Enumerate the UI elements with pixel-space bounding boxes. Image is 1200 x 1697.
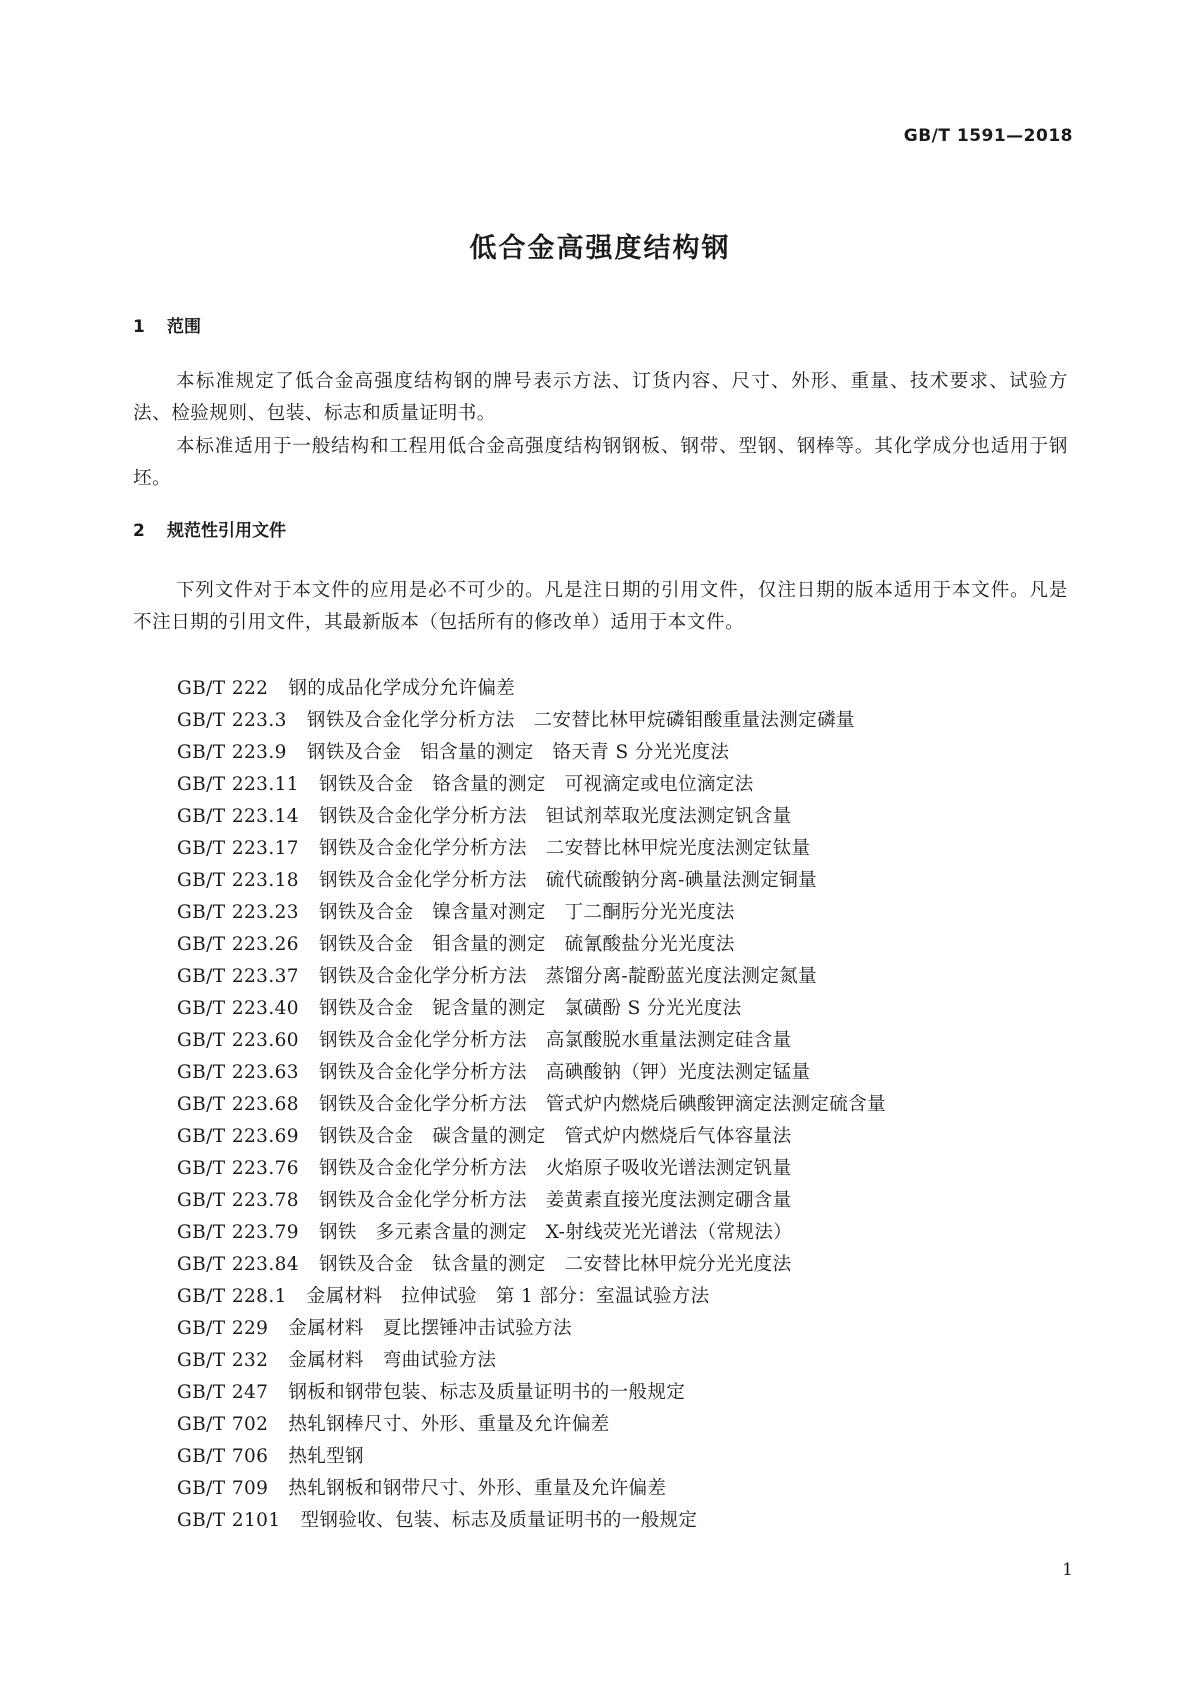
reference-item — [177, 1121, 886, 1153]
reference-item — [177, 1505, 886, 1537]
section-1-paragraph-1: 本标准规定了低合金高强度结构钢的牌号表示方法、订货内容、尺寸、外形、重量、技术要求、试验方法、检验规则、包装、标志和质量证明书。 — [133, 371, 1068, 424]
page-number: 1 — [1062, 1560, 1073, 1580]
reference-code: GB/T 223.79 — [177, 1222, 299, 1243]
reference-title: 钢铁及合金化学分析方法 高碘酸钠（钾）光度法测定锰量 — [318, 1062, 811, 1083]
reference-code: GB/T 709 — [177, 1478, 269, 1499]
reference-code: GB/T 223.26 — [177, 934, 299, 955]
reference-code: GB/T 223.40 — [177, 998, 299, 1019]
reference-code: GB/T 223.17 — [177, 838, 299, 859]
section-2-paragraph-1: 下列文件对于本文件的应用是必不可少的。凡是注日期的引用文件，仅注日期的版本适用于本文件。凡是不注日期的引用文件，其最新版本（包括所有的修改单）适用于本文件。 — [133, 580, 1068, 633]
reference-item — [177, 673, 886, 705]
reference-code: GB/T 702 — [177, 1414, 269, 1435]
reference-item — [177, 705, 886, 737]
reference-title: 型钢验收、包装、标志及质量证明书的一般规定 — [300, 1510, 698, 1531]
reference-code: GB/T 222 — [177, 678, 269, 699]
reference-item — [177, 1153, 886, 1185]
section-2-heading — [133, 516, 286, 541]
standard-code: GB/T 1591—2018 — [903, 126, 1073, 146]
reference-item — [177, 993, 886, 1025]
reference-item — [177, 1185, 886, 1217]
section-number: 2 — [133, 521, 145, 541]
reference-title: 钢铁及合金化学分析方法 二安替比林甲烷光度法测定钛量 — [318, 838, 811, 859]
reference-title: 热轧钢棒尺寸、外形、重量及允许偏差 — [288, 1414, 610, 1435]
reference-code: GB/T 223.76 — [177, 1158, 299, 1179]
reference-item — [177, 801, 886, 833]
reference-title: 钢铁及合金化学分析方法 二安替比林甲烷磷钼酸重量法测定磷量 — [306, 710, 855, 731]
reference-item — [177, 1473, 886, 1505]
reference-item — [177, 961, 886, 993]
reference-title: 钢铁及合金 钛含量的测定 二安替比林甲烷分光光度法 — [318, 1254, 792, 1275]
reference-code: GB/T 223.68 — [177, 1094, 299, 1115]
reference-item — [177, 1313, 886, 1345]
section-1-paragraph-2: 本标准适用于一般结构和工程用低合金高强度结构钢钢板、钢带、型钢、钢棒等。其化学成分也适用于钢坯。 — [133, 436, 1068, 489]
reference-code: GB/T 223.9 — [177, 742, 287, 763]
reference-title: 钢板和钢带包装、标志及质量证明书的一般规定 — [288, 1382, 686, 1403]
reference-title: 热轧型钢 — [288, 1446, 364, 1467]
reference-title: 钢铁及合金 铝含量的测定 铬天青 S 分光光度法 — [306, 742, 730, 763]
reference-item — [177, 865, 886, 897]
reference-code: GB/T 247 — [177, 1382, 269, 1403]
reference-code: GB/T 223.11 — [177, 774, 299, 795]
reference-code: GB/T 223.84 — [177, 1254, 299, 1275]
reference-code: GB/T 229 — [177, 1318, 269, 1339]
reference-item — [177, 1281, 886, 1313]
reference-title: 钢铁及合金 镍含量对测定 丁二酮肟分光光度法 — [318, 902, 735, 923]
reference-code: GB/T 223.37 — [177, 966, 299, 987]
reference-code: GB/T 223.60 — [177, 1030, 299, 1051]
reference-title: 钢铁 多元素含量的测定 X-射线荧光光谱法（常规法） — [318, 1222, 793, 1243]
section-number: 1 — [133, 317, 145, 337]
reference-item — [177, 1409, 886, 1441]
reference-title: 钢铁及合金化学分析方法 钽试剂萃取光度法测定钒含量 — [318, 806, 792, 827]
reference-title: 钢铁及合金 钼含量的测定 硫氰酸盐分光光度法 — [318, 934, 735, 955]
reference-title: 钢铁及合金化学分析方法 管式炉内燃烧后碘酸钾滴定法测定硫含量 — [318, 1094, 886, 1115]
reference-title: 钢铁及合金化学分析方法 蒸馏分离-靛酚蓝光度法测定氮量 — [318, 966, 818, 987]
reference-code: GB/T 223.63 — [177, 1062, 299, 1083]
reference-title: 金属材料 弯曲试验方法 — [288, 1350, 497, 1371]
reference-code: GB/T 2101 — [177, 1510, 281, 1531]
section-title: 规范性引用文件 — [167, 521, 286, 541]
reference-item — [177, 1057, 886, 1089]
reference-item — [177, 1345, 886, 1377]
reference-code: GB/T 232 — [177, 1350, 269, 1371]
reference-item — [177, 1249, 886, 1281]
reference-title: 钢的成品化学成分允许偏差 — [288, 678, 516, 699]
reference-title: 钢铁及合金化学分析方法 高氯酸脱水重量法测定硅含量 — [318, 1030, 792, 1051]
reference-item — [177, 1025, 886, 1057]
reference-title: 钢铁及合金化学分析方法 姜黄素直接光度法测定硼含量 — [318, 1190, 792, 1211]
reference-code: GB/T 223.18 — [177, 870, 299, 891]
reference-item — [177, 769, 886, 801]
reference-code: GB/T 223.78 — [177, 1190, 299, 1211]
reference-title: 热轧钢板和钢带尺寸、外形、重量及允许偏差 — [288, 1478, 667, 1499]
reference-code: GB/T 706 — [177, 1446, 269, 1467]
reference-title: 钢铁及合金化学分析方法 火焰原子吸收光谱法测定钒量 — [318, 1158, 792, 1179]
reference-code: GB/T 223.3 — [177, 710, 287, 731]
reference-title: 钢铁及合金 碳含量的测定 管式炉内燃烧后气体容量法 — [318, 1126, 792, 1147]
reference-item — [177, 929, 886, 961]
reference-code: GB/T 223.69 — [177, 1126, 299, 1147]
reference-list — [177, 673, 886, 1537]
document-title: 低合金高强度结构钢 — [469, 233, 731, 264]
reference-item — [177, 737, 886, 769]
reference-title: 金属材料 夏比摆锤冲击试验方法 — [288, 1318, 572, 1339]
reference-item — [177, 897, 886, 929]
reference-item — [177, 1377, 886, 1409]
reference-code: GB/T 228.1 — [177, 1286, 287, 1307]
reference-code: GB/T 223.23 — [177, 902, 299, 923]
reference-title: 钢铁及合金 铌含量的测定 氯磺酚 S 分光光度法 — [318, 998, 742, 1019]
section-1-heading — [133, 312, 201, 337]
reference-title: 钢铁及合金 铬含量的测定 可视滴定或电位滴定法 — [318, 774, 754, 795]
reference-code: GB/T 223.14 — [177, 806, 299, 827]
section-title: 范围 — [167, 317, 201, 337]
reference-item — [177, 1441, 886, 1473]
reference-item — [177, 1217, 886, 1249]
reference-item — [177, 1089, 886, 1121]
reference-title: 钢铁及合金化学分析方法 硫代硫酸钠分离-碘量法测定铜量 — [318, 870, 818, 891]
reference-title: 金属材料 拉伸试验 第 1 部分：室温试验方法 — [306, 1286, 710, 1307]
reference-item — [177, 833, 886, 865]
